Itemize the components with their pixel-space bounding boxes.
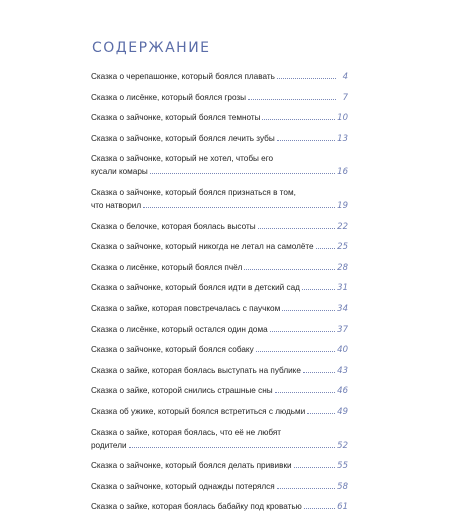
toc-entry xyxy=(91,240,348,254)
dot-leader xyxy=(302,289,335,290)
dot-leader xyxy=(277,78,336,79)
dot-leader xyxy=(277,488,335,489)
toc-entry-page-number: 52 xyxy=(337,440,348,451)
toc-entry-page-number: 10 xyxy=(337,113,348,124)
toc-entry-title: Сказка о белочке, которая боялась высоты xyxy=(91,221,256,231)
dot-leader xyxy=(129,447,336,448)
toc-entry-line xyxy=(91,323,348,337)
toc-entry-page-number: 37 xyxy=(337,324,348,335)
toc-entry-title: Сказка о зайчонке, который боялся идти в детский сад xyxy=(91,283,300,293)
toc-entry-title-first-line: Сказка о зайчонке, который не хотел, чтобы его xyxy=(91,154,274,164)
dot-leader xyxy=(304,508,335,509)
toc-entry-page-number: 4 xyxy=(342,72,348,82)
toc-entry-title: Сказка о черепашонке, который боялся плавать xyxy=(91,72,275,81)
toc-entry xyxy=(91,500,348,514)
toc-entry-page-number: 13 xyxy=(337,133,348,144)
toc-entry-page-number: 46 xyxy=(337,386,348,397)
toc-entry-line xyxy=(91,199,348,213)
dot-leader xyxy=(150,173,335,174)
toc-entry xyxy=(91,405,348,419)
toc-entry xyxy=(91,459,348,473)
toc-entry-page-number: 25 xyxy=(337,242,348,253)
toc-entry-line xyxy=(91,439,348,453)
dot-leader xyxy=(262,119,335,120)
toc-entry-line xyxy=(91,281,348,295)
toc-entry-line xyxy=(91,91,348,105)
toc-entry-line xyxy=(91,240,348,254)
toc-entry xyxy=(91,302,348,316)
toc-entry-title: Сказка о лисёнке, который остался один дома xyxy=(91,324,268,334)
toc-entry-page-number: 43 xyxy=(337,365,348,376)
toc-entry-title: что натворил xyxy=(91,200,142,210)
toc-entry-page-number: 61 xyxy=(337,502,348,513)
toc-entry xyxy=(91,261,348,275)
dot-leader xyxy=(275,392,336,393)
toc-entry-line xyxy=(91,343,348,357)
toc-entry-title: Сказка о зайчонке, который боялся темноты xyxy=(91,113,261,123)
toc-entry-page-number: 22 xyxy=(337,221,348,232)
toc-entry-page-number: 28 xyxy=(337,262,348,273)
toc-entry-page-number: 19 xyxy=(337,200,348,211)
toc-entry xyxy=(91,480,348,494)
dot-leader xyxy=(143,207,335,208)
dot-leader xyxy=(316,248,336,249)
toc-entry-page-number: 49 xyxy=(337,406,348,417)
toc-entry-line xyxy=(91,132,348,146)
toc-entry-title: Сказка о зайчонке, который боялся лечить зубы xyxy=(91,133,275,143)
toc-entry-title-first-line: Сказка о зайчонке, который боялся признаться в том, xyxy=(91,187,296,197)
toc-entry xyxy=(91,343,348,357)
dot-leader xyxy=(270,331,336,332)
toc-entry xyxy=(91,91,348,105)
toc-entry xyxy=(91,186,348,213)
toc-entry xyxy=(91,220,348,234)
toc-entry xyxy=(91,364,348,378)
toc-entry-page-number: 7 xyxy=(342,92,348,103)
toc-entry-page-number: 58 xyxy=(337,481,348,492)
toc-entry-title: Сказка о зайчонке, который боялся собаку xyxy=(91,345,254,355)
toc-entry xyxy=(91,426,348,453)
toc-entry-line xyxy=(91,405,348,419)
toc-title: СОДЕРЖАНИЕ xyxy=(92,40,211,56)
toc-entry-page-number: 34 xyxy=(337,303,348,314)
toc-entry-line xyxy=(91,459,348,473)
toc-entry xyxy=(91,384,348,398)
toc-entry xyxy=(91,111,348,125)
toc-entry xyxy=(91,281,348,295)
toc-entry-line xyxy=(91,500,348,514)
toc-entry-title: родители xyxy=(91,440,127,450)
toc-entry xyxy=(91,132,348,146)
dot-leader xyxy=(282,310,335,311)
toc-entry-line xyxy=(91,261,348,275)
toc-entry-line xyxy=(91,480,348,494)
toc-entry-line xyxy=(91,302,348,316)
dot-leader xyxy=(277,140,335,141)
toc-entry xyxy=(91,323,348,337)
dot-leader xyxy=(258,228,336,229)
toc-entry-line xyxy=(91,220,348,234)
toc-entry-title: Сказка о лисёнке, который боялся пчёл xyxy=(91,262,243,272)
toc-entry-line xyxy=(91,111,348,125)
dot-leader xyxy=(248,99,336,100)
toc-entry-title: Сказка о зайке, которая повстречалась с паучком xyxy=(91,303,281,313)
toc-entry-line xyxy=(91,165,348,179)
toc-entry-title: Сказка о зайчонке, который однажды потерялся xyxy=(91,481,275,491)
toc-entry-page-number: 40 xyxy=(337,345,348,356)
toc-entry-title: Сказка о зайке, которая боялась выступать на публике xyxy=(91,365,301,375)
toc-entry-title: Сказка о зайке, которой снились страшные сны xyxy=(91,386,273,396)
dot-leader xyxy=(294,467,336,468)
toc-entry-title: Сказка о зайчонке, который никогда не летал на самолёте xyxy=(91,242,314,252)
toc-entry-line xyxy=(91,384,348,398)
dot-leader xyxy=(303,372,335,373)
dot-leader xyxy=(307,413,335,414)
toc-entry xyxy=(91,70,348,84)
toc-entry-line xyxy=(91,364,348,378)
toc-entry xyxy=(91,152,348,179)
dot-leader xyxy=(256,351,336,352)
toc-entry-title: Сказка о лисёнке, который боялся грозы xyxy=(91,92,247,102)
dot-leader xyxy=(244,269,335,270)
toc-entry-title-first-line: Сказка о зайке, которая боялась, что её не любят xyxy=(91,427,282,437)
toc-entry-line xyxy=(91,70,348,84)
toc-list xyxy=(91,70,348,521)
toc-entry-title: Сказка об ужике, который боялся встретиться с людьми xyxy=(91,406,306,416)
toc-entry-page-number: 31 xyxy=(337,283,348,294)
toc-entry-title: Сказка о зайчонке, который боялся делать прививки xyxy=(91,461,292,471)
toc-entry-title: кусали комары xyxy=(91,167,148,177)
toc-entry-page-number: 55 xyxy=(337,461,348,472)
toc-entry-page-number: 16 xyxy=(337,167,348,178)
toc-entry-title: Сказка о зайке, которая боялась бабайку под кроватью xyxy=(91,502,302,512)
